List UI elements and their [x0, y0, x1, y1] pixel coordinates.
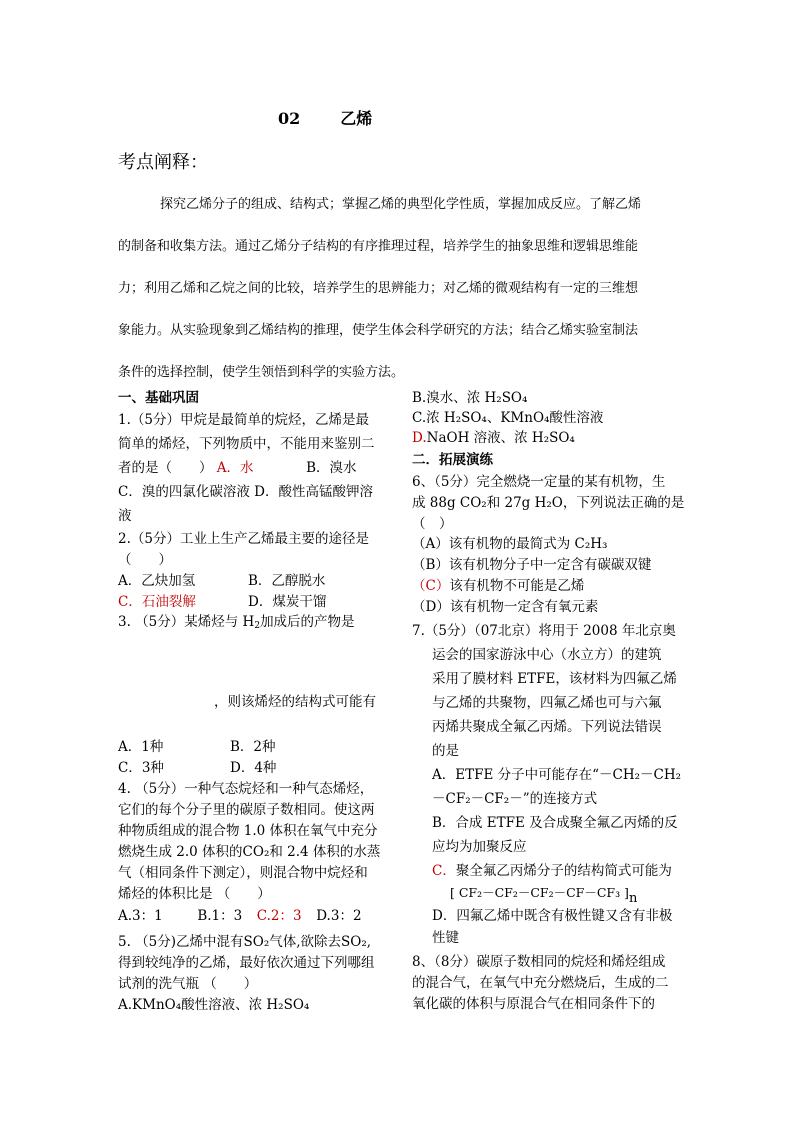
- q7-formula: [450, 882, 637, 909]
- title-name: 乙烯: [340, 109, 373, 128]
- q7-line-6: 的是: [432, 743, 459, 759]
- q1-line-5: 液: [118, 508, 132, 524]
- q5-option-c: C.浓 H₂SO₄、KMnO₄酸性溶液: [412, 410, 604, 426]
- q3-post: 加成后的产物是: [260, 614, 355, 630]
- q5-line-1: 5. （5分)乙烯中混有SO₂气体,欲除去SO₂,: [118, 934, 372, 950]
- q4-line-3: 种物质组成的混合物 1.0 体积在氧气中充分: [118, 823, 378, 839]
- q6-option-a: （A）该有机物的最简式为 C₂H₃: [412, 536, 608, 552]
- intro-line-2: 的制备和收集方法。通过乙烯分子结构的有序推理过程，培养学生的抽象思维和逻辑思维能: [118, 239, 639, 254]
- q2-option-c: C．石油裂解: [118, 594, 196, 610]
- q7-line-4: 与乙烯的共聚物，四氟乙烯也可与六氟: [432, 695, 662, 711]
- q7-option-b-2: 应均为加聚反应: [432, 839, 527, 855]
- q6-option-b: （B）该有机物分子中一定含有碳碳双键: [412, 557, 652, 573]
- q1-option-a: A．水: [216, 460, 254, 476]
- q7-option-c-letter: C．: [432, 863, 456, 879]
- q5-option-d: [412, 428, 575, 449]
- q7-line-1: 7.（5分）（07北京）将用于 2008 年北京奥: [412, 623, 676, 639]
- q6-option-c-text: 该有机物不可能是乙烯: [449, 578, 585, 594]
- q4-option-b: B.1：3: [197, 908, 243, 924]
- q2-option-b: B．乙醇脱水: [248, 573, 326, 589]
- q3-line-1: 3. （5分）某烯烃与 $H_2$加成后的产物是: [118, 614, 355, 631]
- intro-line-3: 力；利用乙烯和乙烷之间的比较，培养学生的思辨能力；对乙烯的微观结构有一定的三维想: [118, 281, 639, 296]
- q5-line-2: 得到较纯净的乙烯，最好依次通过下列哪组: [118, 955, 375, 971]
- q4-line-1: 4. （5分）一种气态烷烃和一种气态烯烃，: [118, 781, 374, 797]
- intro-line-4: 象能力。从实验现象到乙烯结构的推理，使学生体会科学研究的方法；结合乙烯实验室制法: [118, 323, 639, 338]
- q7-option-d-1: D．四氟乙烯中既含有极性键又含有非极: [432, 908, 673, 924]
- q4-option-d: D.3：2: [316, 908, 362, 924]
- q3-line-2: ，则该烯烃的结构式可能有: [214, 694, 376, 710]
- q7-formula-subscript: n: [628, 891, 638, 906]
- q4-line-5: 气（相同条件下测定），则混合物中烷烃和: [118, 865, 368, 881]
- q7-formula-text: [ CF₂－CF₂－CF₂－CF－CF₃ ]: [450, 885, 629, 900]
- q8-line-1: 8、（8分）碳原子数相同的烷烃和烯烃组成: [412, 954, 666, 970]
- q3-option-c: C．3种: [118, 760, 164, 776]
- q3-pre: 3. （5分）某烯烃与 H: [118, 614, 255, 630]
- q7-line-5: 丙烯共聚成全氟乙丙烯。下列说法错误: [432, 719, 662, 735]
- q8-line-3: 氧化碳的体积与原混合气在相同条件下的: [412, 996, 655, 1012]
- q7-option-c-text: 聚全氟乙丙烯分子的结构简式可能为: [455, 863, 672, 879]
- q2-line-1: 2.（5分）工业上生产乙烯最主要的途径是: [118, 531, 369, 547]
- q5-option-a: A.KMnO₄酸性溶液、浓 H₂SO₄: [118, 997, 310, 1013]
- q7-option-c: [432, 861, 672, 882]
- q1-line-1: 1.（5分）甲烷是最简单的烷烃，乙烯是最: [118, 412, 369, 428]
- q6-option-c: [412, 576, 584, 597]
- q1-line-3: [118, 458, 357, 479]
- q6-line-1: 6、（5分）完全燃烧一定量的某有机物，生: [412, 474, 666, 490]
- q7-option-a-2: －CF₂－CF₂－”的连接方式: [432, 791, 598, 807]
- q1-option-b: B．溴水: [306, 460, 357, 476]
- q4-line-6: 烯烃的体积比是 （ ）: [118, 886, 271, 902]
- q4-options: [118, 906, 362, 927]
- q7-option-d-2: 性键: [432, 930, 459, 946]
- q7-option-b-1: B．合成 ETFE 及合成聚全氟乙丙烯的反: [432, 815, 678, 831]
- intro-line-5: 条件的选择控制，使学生领悟到科学的实验方法。: [118, 365, 405, 380]
- q5-option-d-letter: D.: [412, 430, 427, 446]
- page-title: [278, 106, 372, 129]
- q5-line-3: 试剂的洗气瓶 （ ）: [118, 976, 258, 992]
- q2-option-d: D．煤炭干馏: [248, 594, 327, 610]
- q2-option-a: A．乙炔加氢: [118, 573, 196, 589]
- intro-line-1: 探究乙烯分子的组成、结构式；掌握乙烯的典型化学性质，掌握加成反应。了解乙烯: [160, 197, 642, 212]
- q4-option-c: C.2：3: [256, 908, 302, 924]
- q5-option-b: B.溴水、浓 H₂SO₄: [412, 390, 528, 406]
- q6-line-3: （ ）: [412, 516, 453, 532]
- q4-option-a: A.3：1: [118, 908, 163, 924]
- q1-line-2: 简单的烯烃，下列物质中，不能用来鉴别二: [118, 436, 375, 452]
- section-heading-kaodian: 考点阐释：: [118, 152, 208, 173]
- q6-option-c-letter: （C）: [412, 578, 450, 594]
- section-heading-basic: 一、基础巩固: [118, 390, 199, 406]
- title-number: 02: [278, 109, 301, 128]
- q1-line-4: C．溴的四氯化碳溶液 D．酸性高锰酸钾溶: [118, 484, 373, 500]
- q4-line-2: 它们的每个分子里的碳原子数相同。使这两: [118, 802, 375, 818]
- q6-line-2: 成 88g CO₂和 27g H₂O，下列说法正确的是: [412, 495, 685, 511]
- q3-option-b: B．2种: [230, 739, 276, 755]
- section-heading-extension: 二．拓展演练: [412, 452, 493, 468]
- q7-option-a-1: A．ETFE 分子中可能存在“－CH₂－CH₂: [432, 767, 682, 783]
- q5-option-d-text: NaOH 溶液、浓 H₂SO₄: [426, 430, 575, 446]
- q2-line-2: （ ）: [118, 552, 172, 568]
- q7-line-2: 运会的国家游泳中心（水立方）的建筑: [432, 647, 662, 663]
- q3-option-a: A．1种: [118, 739, 164, 755]
- q3-option-d: D．4种: [230, 760, 277, 776]
- q7-line-3: 采用了膜材料 ETFE，该材料为四氟乙烯: [432, 671, 677, 687]
- q8-line-2: 的混合气，在氧气中充分燃烧后，生成的二: [412, 975, 669, 991]
- q4-line-4: 燃烧生成 2.0 体积的CO₂和 2.4 体积的水蒸: [118, 844, 381, 860]
- q6-option-d: （D）该有机物一定含有氧元素: [412, 599, 599, 615]
- q1-stem: 者的是（ ）: [118, 460, 213, 476]
